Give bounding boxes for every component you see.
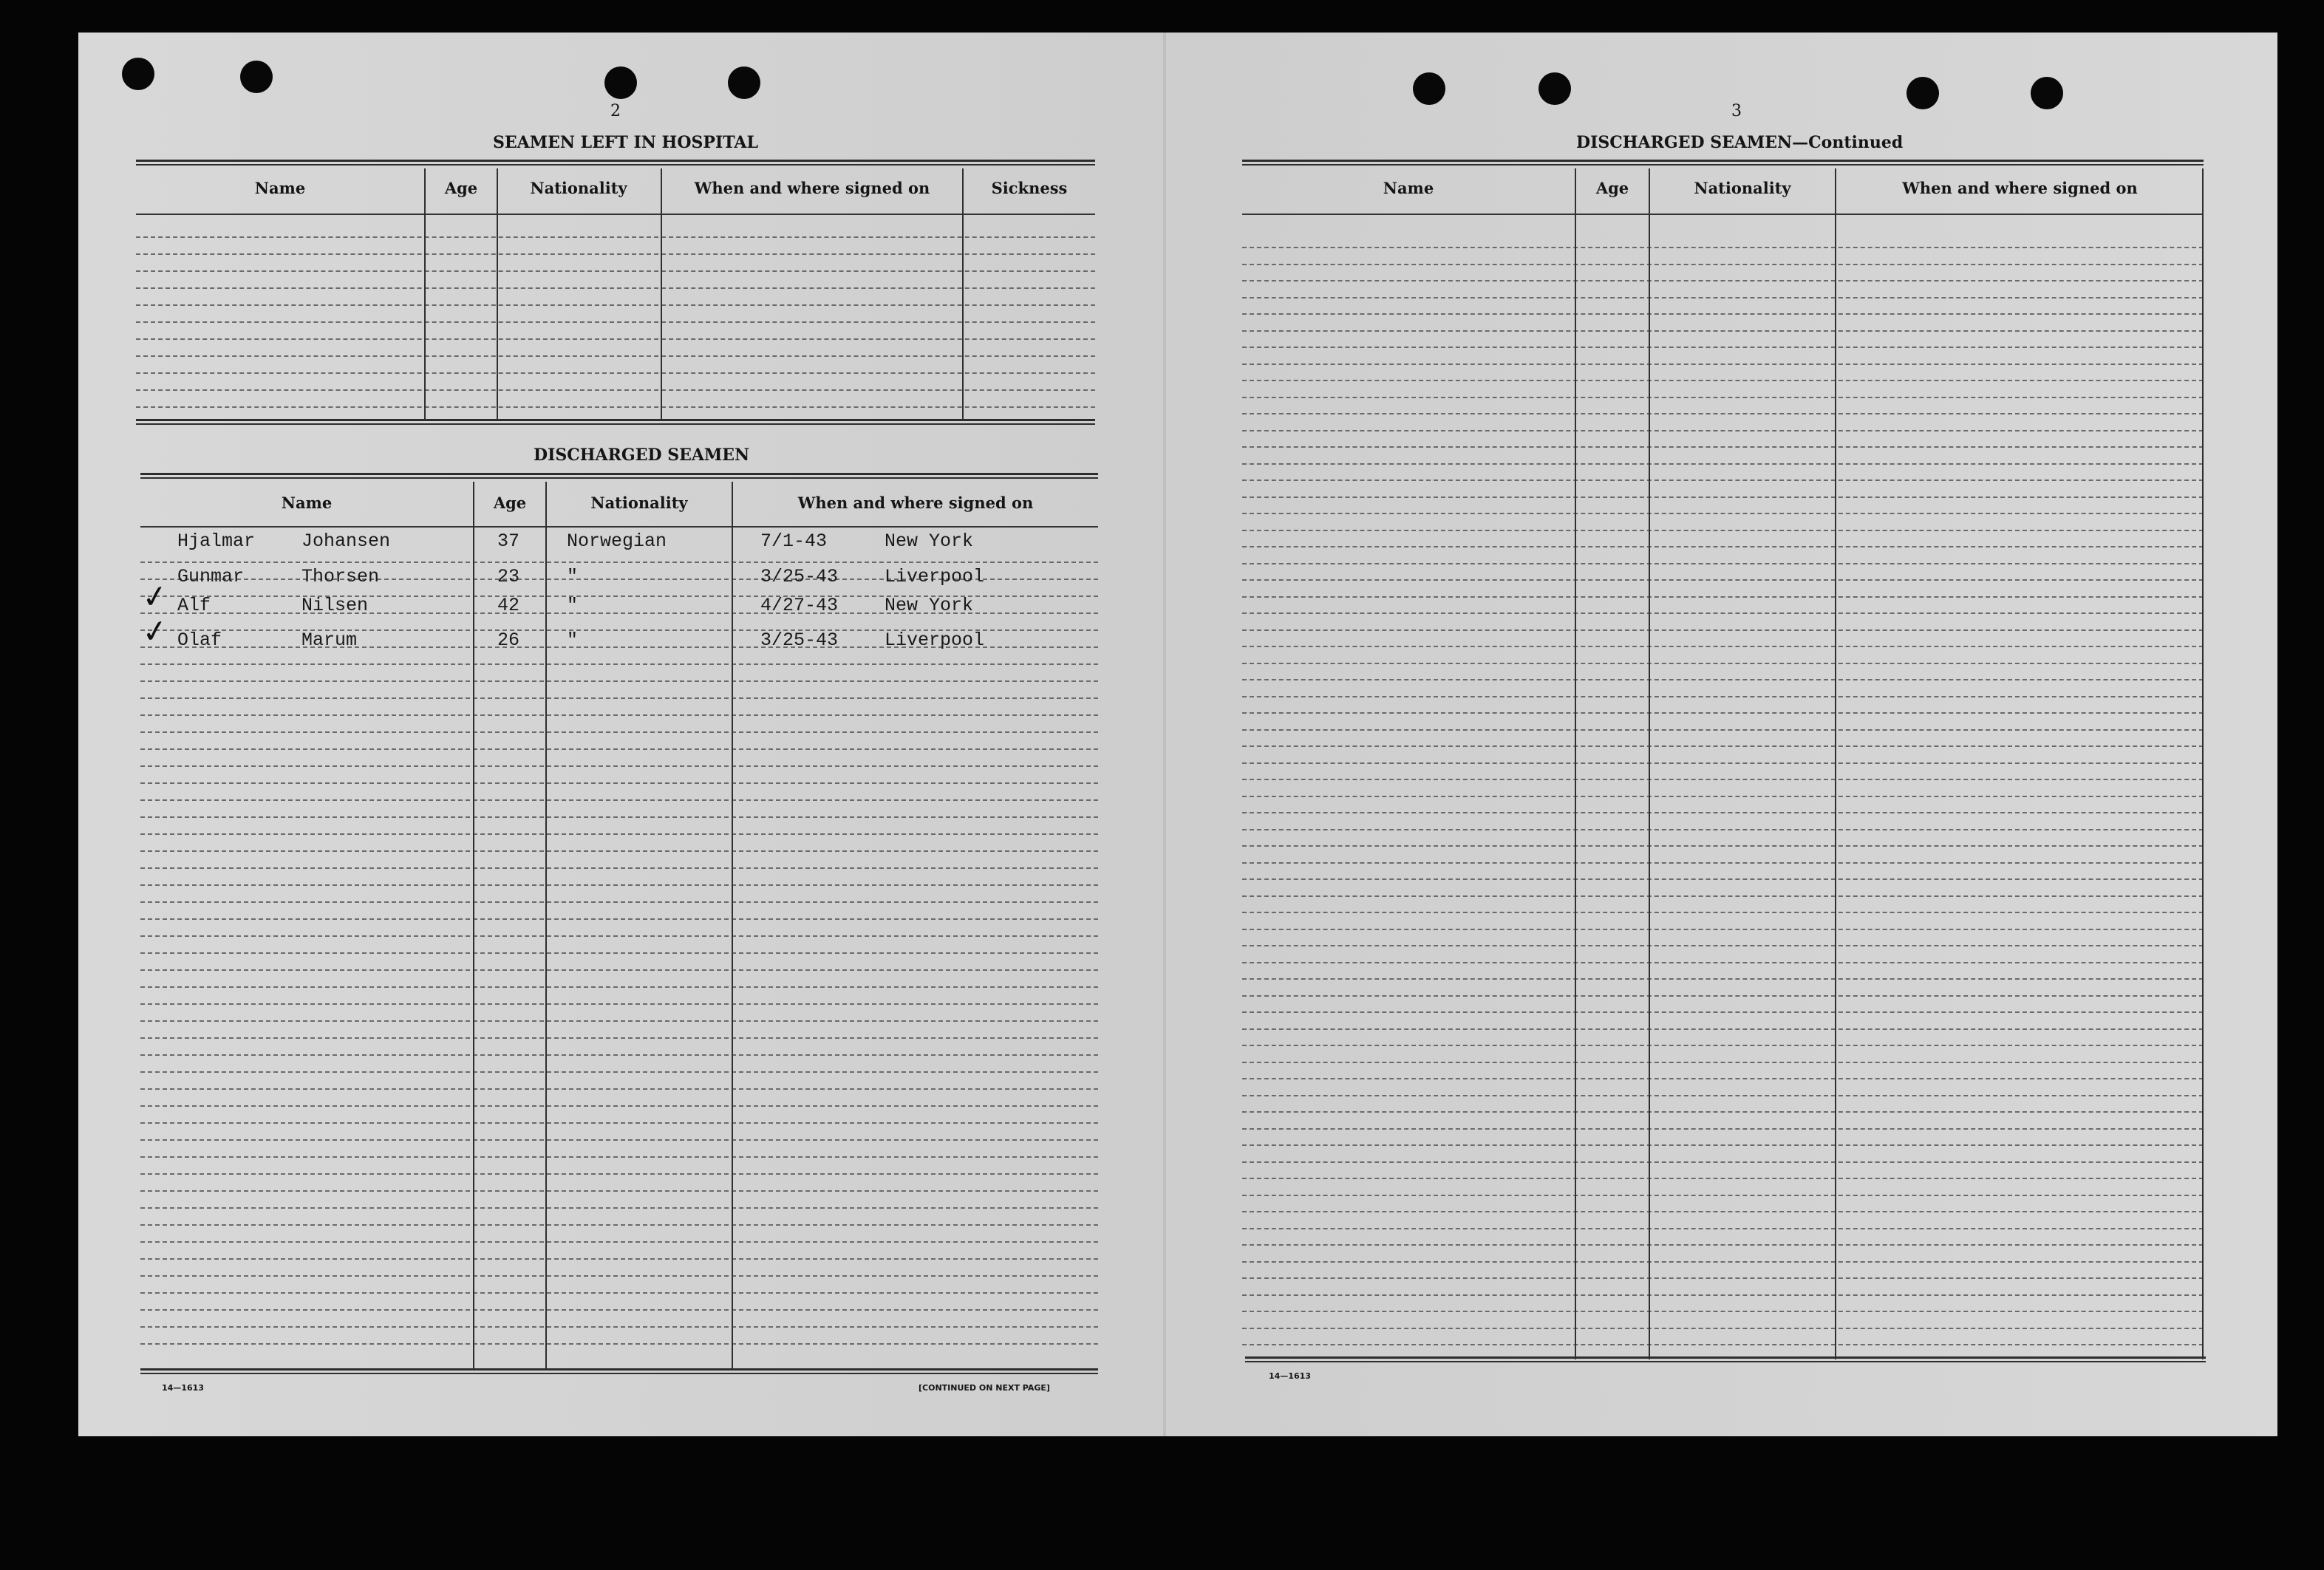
ruled-line — [1242, 1062, 2204, 1063]
row-last: Marum — [301, 629, 358, 651]
ruled-line — [136, 372, 1095, 374]
ruled-line — [140, 1122, 1098, 1124]
ruled-line — [1242, 878, 2204, 880]
ruled-line — [1242, 1045, 2204, 1046]
row-date: 3/25-43 — [760, 566, 839, 587]
column-divider — [732, 482, 733, 1370]
ruled-line — [1242, 264, 2204, 265]
punch-hole — [604, 66, 637, 99]
ruled-line — [1242, 430, 2204, 431]
ruled-line — [140, 1224, 1098, 1226]
ruled-line — [1242, 945, 2204, 946]
ruled-line — [1242, 313, 2204, 315]
document-sheet — [78, 33, 2277, 1436]
ruled-line — [140, 714, 1098, 716]
ruled-line — [140, 1156, 1098, 1158]
row-place: Liverpool — [885, 629, 985, 651]
ruled-line — [140, 765, 1098, 767]
column-divider — [497, 168, 498, 420]
row-place: New York — [885, 595, 974, 616]
ruled-line — [1242, 712, 2204, 714]
ruled-line — [136, 304, 1095, 306]
ruled-line — [136, 270, 1095, 272]
hospital-header-rule — [136, 214, 1095, 215]
ruled-line — [1242, 745, 2204, 747]
continued-header-nationality: Nationality — [1694, 179, 1791, 197]
ruled-line — [1242, 796, 2204, 797]
ruled-line — [140, 1054, 1098, 1056]
check-mark-icon: ✓ — [139, 576, 171, 617]
ruled-line — [140, 731, 1098, 733]
punch-hole — [1538, 72, 1571, 105]
ruled-line — [1242, 612, 2204, 614]
form-number: 14—1613 — [162, 1383, 204, 1393]
ruled-line — [140, 918, 1098, 920]
punch-hole — [1413, 72, 1445, 105]
row-nationality: " — [567, 629, 579, 651]
page-number: 3 — [1731, 102, 1742, 120]
row-nationality: " — [567, 595, 579, 616]
ruled-line — [1242, 496, 2204, 498]
row-last: Nilsen — [301, 595, 369, 616]
ruled-line — [140, 1190, 1098, 1192]
right-border — [2202, 168, 2204, 1359]
ruled-line — [140, 1139, 1098, 1141]
continued-header-name: Name — [1383, 179, 1434, 197]
punch-hole — [240, 61, 273, 93]
ruled-line — [140, 884, 1098, 886]
ruled-line — [140, 1020, 1098, 1022]
ruled-line — [1242, 1211, 2204, 1212]
ruled-line — [1242, 729, 2204, 731]
punch-hole — [728, 66, 760, 99]
hospital-header-signed-on: When and where signed on — [694, 179, 930, 197]
ruled-line — [1242, 679, 2204, 680]
ruled-line — [140, 969, 1098, 971]
ruled-line — [1242, 280, 2204, 281]
ruled-line — [1242, 413, 2204, 414]
hospital-top-rule — [136, 160, 1095, 165]
row-first: Gunmar — [177, 566, 245, 587]
row-first: Olaf — [177, 629, 222, 651]
ruled-line — [140, 748, 1098, 750]
ruled-line — [136, 355, 1095, 357]
ruled-line — [1242, 779, 2204, 780]
ruled-line — [1242, 1178, 2204, 1179]
row-last: Johansen — [301, 530, 391, 552]
discharged-bottom-rule — [140, 1368, 1098, 1374]
hospital-header-nationality: Nationality — [530, 179, 627, 197]
ruled-line — [1242, 397, 2204, 398]
discharged-header-name: Name — [281, 494, 333, 512]
ruled-line — [136, 338, 1095, 340]
ruled-line — [1242, 1028, 2204, 1030]
column-divider — [1835, 168, 1836, 1359]
discharged-section-title: DISCHARGED SEAMEN — [534, 446, 750, 465]
hospital-bottom-rule — [136, 419, 1095, 425]
ruled-line — [140, 986, 1098, 988]
punch-hole — [1906, 77, 1939, 109]
ruled-line — [1242, 530, 2204, 531]
ruled-line — [140, 816, 1098, 818]
column-divider — [424, 168, 426, 420]
ruled-line — [1242, 330, 2204, 332]
row-place: New York — [885, 530, 974, 552]
ruled-line — [1242, 646, 2204, 647]
ruled-line — [1242, 1095, 2204, 1096]
ruled-line — [1242, 1328, 2204, 1329]
column-divider — [545, 482, 547, 1370]
ruled-line — [1242, 1144, 2204, 1146]
ruled-line — [140, 867, 1098, 869]
ruled-line — [1242, 812, 2204, 813]
ruled-line — [140, 935, 1098, 937]
ruled-line — [1242, 1244, 2204, 1246]
row-date: 4/27-43 — [760, 595, 839, 616]
ruled-line — [136, 236, 1095, 238]
ruled-line — [1242, 663, 2204, 664]
ruled-line — [140, 1037, 1098, 1039]
ruled-line — [140, 850, 1098, 852]
row-place: Liverpool — [885, 566, 985, 587]
ruled-line — [136, 406, 1095, 408]
check-mark-icon: ✓ — [139, 611, 171, 652]
row-age: 23 — [497, 566, 520, 587]
ruled-line — [1242, 845, 2204, 847]
ruled-line — [140, 697, 1098, 699]
ruled-line — [1242, 829, 2204, 830]
continued-bottom-rule — [1245, 1356, 2206, 1362]
discharged-top-rule — [140, 473, 1098, 479]
ruled-line — [1242, 563, 2204, 564]
form-number: 14—1613 — [1269, 1371, 1311, 1381]
ruled-line — [1242, 962, 2204, 963]
column-divider — [1575, 168, 1576, 1359]
ruled-line — [140, 782, 1098, 784]
row-age: 37 — [497, 530, 520, 552]
punch-hole — [2031, 77, 2063, 109]
page-fold — [1163, 33, 1166, 1436]
ruled-line — [140, 952, 1098, 954]
ruled-line — [1242, 579, 2204, 581]
ruled-line — [140, 833, 1098, 835]
ruled-line — [1242, 347, 2204, 348]
continued-header-rule — [1242, 214, 2204, 215]
ruled-line — [1242, 1228, 2204, 1229]
ruled-line — [140, 663, 1098, 665]
discharged-header-nationality: Nationality — [590, 494, 688, 512]
ruled-line — [140, 562, 1098, 563]
ruled-line — [140, 1326, 1098, 1328]
ruled-line — [1242, 546, 2204, 547]
hospital-header-age: Age — [444, 179, 478, 197]
row-age: 26 — [497, 629, 520, 651]
ruled-line — [136, 321, 1095, 323]
ruled-line — [1242, 1344, 2204, 1345]
ruled-line — [140, 1105, 1098, 1107]
ruled-line — [1242, 1261, 2204, 1263]
ruled-line — [140, 1275, 1098, 1277]
row-nationality: " — [567, 566, 579, 587]
continued-header-signed-on: When and where signed on — [1902, 179, 2138, 197]
hospital-header-name: Name — [254, 179, 306, 197]
ruled-line — [1242, 912, 2204, 913]
ruled-line — [1242, 895, 2204, 897]
ruled-line — [140, 1003, 1098, 1005]
ruled-line — [1242, 995, 2204, 997]
ruled-line — [1242, 1311, 2204, 1312]
ruled-line — [140, 1241, 1098, 1243]
row-date: 7/1-43 — [760, 530, 828, 552]
ruled-line — [1242, 446, 2204, 448]
ruled-line — [140, 1088, 1098, 1090]
continued-header-age: Age — [1595, 179, 1629, 197]
ruled-line — [1242, 1195, 2204, 1196]
ruled-line — [1242, 1011, 2204, 1013]
ruled-line — [1242, 1128, 2204, 1130]
column-divider — [962, 168, 964, 420]
continued-note: [CONTINUED ON NEXT PAGE] — [919, 1383, 1050, 1393]
ruled-line — [140, 1343, 1098, 1345]
ruled-line — [1242, 1277, 2204, 1279]
ruled-line — [1242, 463, 2204, 465]
ruled-line — [140, 1173, 1098, 1175]
ruled-line — [1242, 596, 2204, 598]
ruled-line — [1242, 978, 2204, 980]
hospital-section-title: SEAMEN LEFT IN HOSPITAL — [493, 133, 758, 152]
ruled-line — [136, 389, 1095, 391]
hospital-header-sickness: Sickness — [991, 179, 1068, 197]
ruled-line — [1242, 1161, 2204, 1163]
ruled-line — [1242, 380, 2204, 381]
ruled-line — [1242, 1294, 2204, 1296]
punch-hole — [122, 58, 154, 90]
ruled-line — [1242, 1078, 2204, 1079]
ruled-line — [1242, 929, 2204, 930]
discharged-header-signed-on: When and where signed on — [797, 494, 1034, 512]
row-first: Alf — [177, 595, 211, 616]
row-date: 3/25-43 — [760, 629, 839, 651]
row-nationality: Norwegian — [567, 530, 667, 552]
row-last: Thorsen — [301, 566, 380, 587]
row-age: 42 — [497, 595, 520, 616]
discharged-header-age: Age — [493, 494, 527, 512]
ruled-line — [140, 901, 1098, 903]
column-divider — [661, 168, 662, 420]
ruled-line — [140, 1207, 1098, 1209]
ruled-line — [1242, 629, 2204, 631]
ruled-line — [140, 1071, 1098, 1073]
ruled-line — [1242, 364, 2204, 365]
ruled-line — [140, 1258, 1098, 1260]
ruled-line — [1242, 696, 2204, 697]
ruled-line — [1242, 513, 2204, 514]
page-number: 2 — [610, 102, 621, 120]
ruled-line — [140, 1309, 1098, 1311]
discharged-continued-title: DISCHARGED SEAMEN—Continued — [1576, 133, 1904, 152]
discharged-header-rule — [140, 526, 1098, 528]
ruled-line — [136, 253, 1095, 255]
column-divider — [473, 482, 474, 1370]
ruled-line — [140, 799, 1098, 801]
column-divider — [1649, 168, 1650, 1359]
continued-top-rule — [1242, 160, 2204, 165]
ruled-line — [140, 1292, 1098, 1294]
ruled-line — [1242, 762, 2204, 764]
ruled-line — [1242, 1111, 2204, 1113]
ruled-line — [140, 680, 1098, 682]
ruled-line — [136, 287, 1095, 289]
ruled-line — [1242, 247, 2204, 248]
ruled-line — [1242, 479, 2204, 481]
row-first: Hjalmar — [177, 530, 256, 552]
ruled-line — [1242, 297, 2204, 298]
ruled-line — [1242, 862, 2204, 864]
